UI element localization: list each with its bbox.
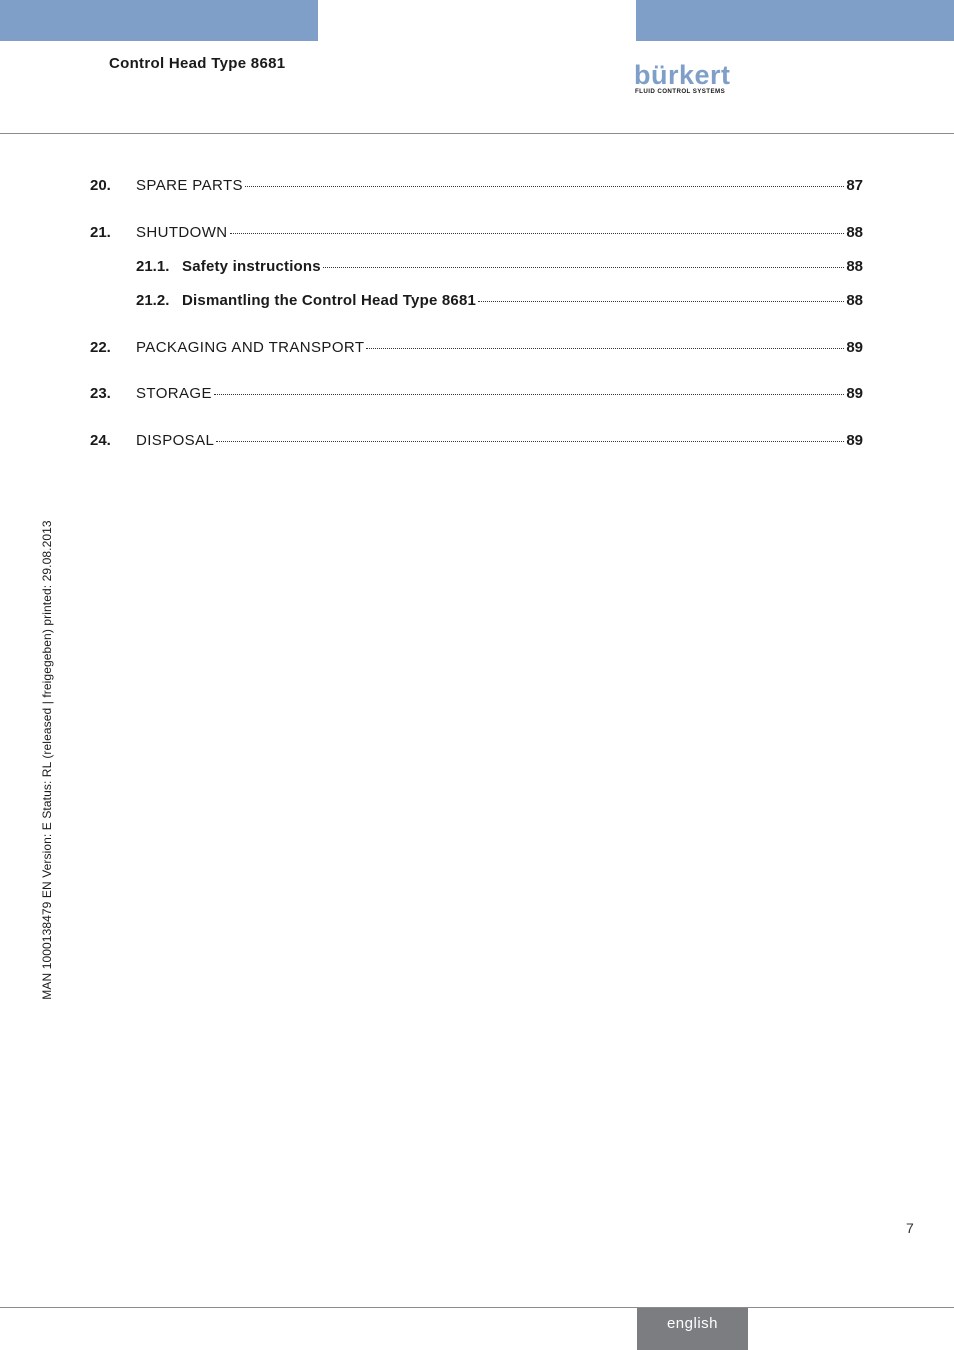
toc-entry-page: 88 — [846, 258, 863, 275]
toc-entry-number: 24. — [90, 432, 111, 449]
toc-entry-20[interactable] — [90, 177, 863, 194]
toc-leader-dots — [323, 267, 844, 268]
toc-entry-page: 89 — [846, 339, 863, 356]
toc-entry-number: 21. — [90, 224, 111, 241]
toc-entry-title: SPARE PARTS — [136, 177, 243, 194]
toc-entry-title: STORAGE — [136, 385, 212, 402]
page-number: 7 — [906, 1220, 914, 1236]
toc-entry-21[interactable] — [90, 224, 863, 241]
toc-entry-number: 23. — [90, 385, 111, 402]
toc-entry-title: Dismantling the Control Head Type 8681 — [182, 292, 477, 309]
toc-entry-page: 89 — [846, 385, 863, 402]
toc-entry-title: DISPOSAL — [136, 432, 215, 449]
header-bar-right — [636, 0, 954, 41]
toc-entry-page: 88 — [846, 292, 863, 309]
toc-leader-dots — [214, 394, 844, 395]
toc-entry-title: Safety instructions — [182, 258, 321, 275]
header-bar-left — [0, 0, 318, 41]
logo-tagline-text: FLUID CONTROL SYSTEMS — [635, 88, 726, 95]
header-divider — [0, 133, 954, 134]
toc-entry-number: 21.1. — [136, 258, 170, 275]
document-metadata-note: MAN 1000138479 EN Version: E Status: RL (released | freigegeben) printed: 29.08.2013 — [40, 520, 54, 1000]
toc-entry-24[interactable] — [90, 432, 863, 449]
toc-entry-number: 21.2. — [136, 292, 170, 309]
footer-divider — [0, 1307, 954, 1308]
toc-entry-title: PACKAGING AND TRANSPORT — [136, 339, 365, 356]
toc-entry-page: 88 — [846, 224, 863, 241]
burkert-logo — [634, 56, 734, 98]
toc-entry-title: SHUTDOWN — [136, 224, 228, 241]
toc-entry-page: 87 — [846, 177, 863, 194]
toc-leader-dots — [366, 348, 844, 349]
toc-entry-21-1[interactable] — [90, 258, 863, 275]
logo-brand-text: bürkert — [634, 60, 731, 90]
toc-leader-dots — [216, 441, 844, 442]
toc-leader-dots — [478, 301, 844, 302]
toc-entry-23[interactable] — [90, 385, 863, 402]
toc-leader-dots — [245, 186, 844, 187]
toc-entry-22[interactable] — [90, 339, 863, 356]
toc-leader-dots — [230, 233, 845, 234]
toc-entry-page: 89 — [846, 432, 863, 449]
document-title: Control Head Type 8681 — [109, 55, 286, 72]
toc-entry-21-2[interactable] — [90, 292, 863, 309]
toc-entry-number: 20. — [90, 177, 111, 194]
toc-entry-number: 22. — [90, 339, 111, 356]
language-label: english — [666, 1315, 719, 1332]
language-tab — [637, 1308, 748, 1350]
